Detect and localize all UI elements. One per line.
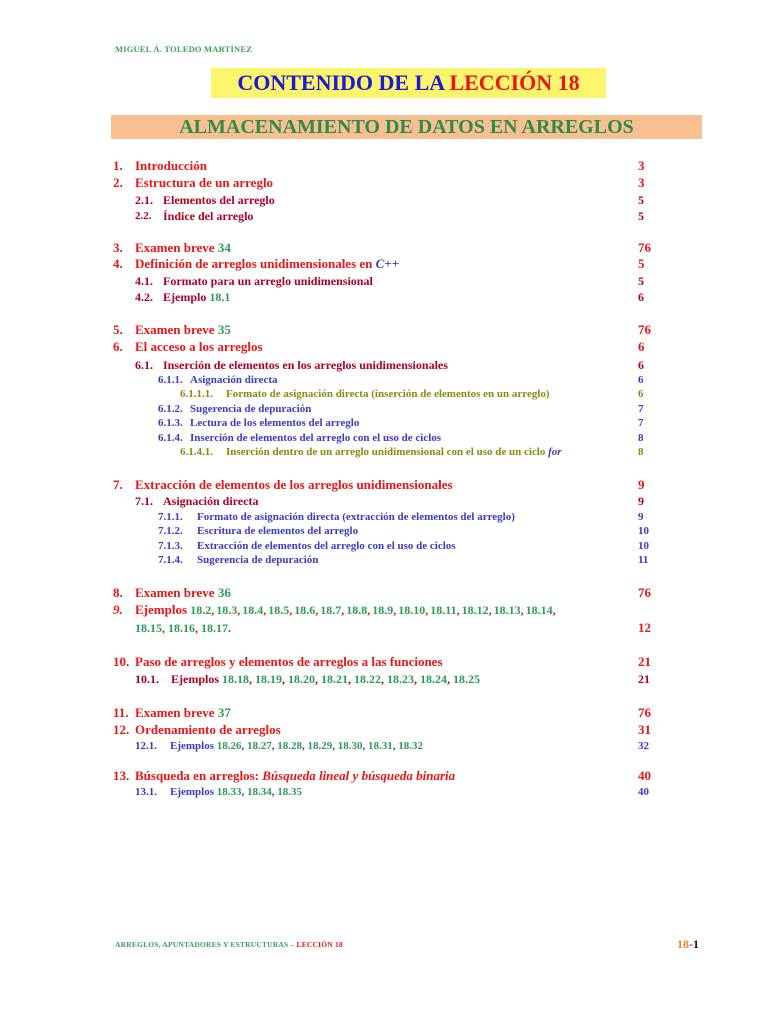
toc-text: Introducción xyxy=(135,158,207,173)
example-ref: 18.7 xyxy=(320,603,342,617)
toc-text: Ejemplos xyxy=(170,740,217,752)
example-ref: 18.4 xyxy=(242,603,264,617)
toc-entry xyxy=(0,322,768,338)
toc-entry xyxy=(0,240,768,256)
toc-number: 2. xyxy=(113,175,123,190)
toc-page: 76 xyxy=(638,585,651,600)
toc-ref: 35 xyxy=(217,322,231,337)
toc-text: Examen breve xyxy=(135,705,218,720)
toc-page: 3 xyxy=(638,175,645,190)
toc-number: 6.1.2. xyxy=(158,403,183,415)
example-ref: 18.31 xyxy=(368,740,393,752)
toc-text: Asignación directa xyxy=(163,494,259,508)
toc-number: 7.1.4. xyxy=(158,554,183,566)
page-lesson: 18 xyxy=(677,937,689,951)
toc-page: 11 xyxy=(638,554,649,566)
toc-page: 7 xyxy=(638,403,644,415)
example-ref: 18.9 xyxy=(372,603,394,617)
toc-entry xyxy=(0,289,768,305)
toc-number: 2.2. xyxy=(135,210,152,222)
toc-page: 3 xyxy=(638,158,645,173)
toc-text: Ejemplo xyxy=(163,290,210,304)
toc-ref: Búsqueda lineal y búsqueda binaria xyxy=(262,768,456,783)
toc-page: 6 xyxy=(638,374,644,386)
toc-entry xyxy=(0,722,768,738)
toc-number: 7.1. xyxy=(135,494,153,508)
toc-page: 7 xyxy=(638,417,644,429)
example-ref: 18.22 xyxy=(354,672,381,686)
toc-page: 5 xyxy=(638,193,644,207)
example-ref: 18.8 xyxy=(346,603,368,617)
toc-entry xyxy=(0,493,768,509)
toc-number: 5. xyxy=(113,322,123,337)
footer-text: ARREGLOS, APUNTADORES Y ESTRUCTURAS – xyxy=(115,940,297,949)
toc-ref: C++ xyxy=(375,256,400,271)
toc-text: Ejemplos xyxy=(171,672,222,686)
footer-lesson: LECCIÓN 18 xyxy=(296,940,343,949)
toc-ref: 18.1 xyxy=(209,290,231,304)
toc-number: 4.1. xyxy=(135,274,153,288)
example-ref: 18.23 xyxy=(387,672,414,686)
example-ref: 18.2 xyxy=(190,603,212,617)
example-ref: 18.3 xyxy=(216,603,238,617)
footer xyxy=(115,940,343,949)
toc-number: 7.1.2. xyxy=(158,525,183,537)
toc-page: 5 xyxy=(638,256,645,271)
toc-entry xyxy=(0,705,768,721)
toc-page: 8 xyxy=(638,446,644,458)
example-ref: 18.18 xyxy=(222,672,249,686)
toc-text: Ejemplos xyxy=(135,602,191,617)
page-index: 1 xyxy=(693,937,699,951)
example-ref: 18.29 xyxy=(307,740,333,752)
toc-number: 1. xyxy=(113,158,123,173)
toc-text: Examen breve xyxy=(135,240,218,255)
example-ref: 18.17 xyxy=(201,621,228,635)
example-ref: 18.26 xyxy=(216,740,242,752)
toc-entry: 12.1. Ejemplos 18.26, 18.27, 18.28, 18.29, 18.30, 18.31, 18.32 32 xyxy=(135,740,649,752)
toc-text: Paso de arreglos y elementos de arreglos a las funciones xyxy=(135,654,443,669)
toc-entry: 10.1. Ejemplos 18.18, 18.19, 18.20, 18.21, 18.22, 18.23, 18.24, 18.25 21 xyxy=(135,672,650,686)
toc-number: 12. xyxy=(113,722,130,737)
toc-text: Lectura de los elementos del arreglo xyxy=(190,417,360,429)
example-ref: 18.15 xyxy=(135,621,162,635)
toc-entry-continuation: 18.15, 18.16, 18.17. 12 xyxy=(135,620,651,635)
toc-ref: for xyxy=(548,446,562,458)
toc-number: 9. xyxy=(113,602,123,617)
toc-number: 6. xyxy=(113,339,123,354)
toc-page: 8 xyxy=(638,432,644,444)
example-ref: 18.33 xyxy=(216,786,242,798)
toc-text: Examen breve xyxy=(135,322,218,337)
example-ref: 18.34 xyxy=(247,786,272,798)
toc-text: Formato para un arreglo unidimensional xyxy=(163,274,373,288)
toc-page: 12 xyxy=(638,620,651,635)
toc-entry xyxy=(0,273,768,289)
toc-entry xyxy=(0,192,768,208)
toc-entry xyxy=(0,523,768,539)
toc-page: 9 xyxy=(638,494,644,508)
toc-text: Inserción de elementos del arreglo con el uso de ciclos xyxy=(190,432,442,444)
example-ref: 18.27 xyxy=(247,740,272,752)
toc-entry xyxy=(0,477,768,493)
toc-text: Definición de arreglos unidimensionales en xyxy=(135,256,376,271)
example-ref: 18.28 xyxy=(277,740,302,752)
toc-text: Asignación directa xyxy=(190,374,278,386)
toc-page: 21 xyxy=(638,672,650,686)
toc-text: Formato de asignación directa (inserción de elementos en un arreglo) xyxy=(226,388,550,400)
toc-page: 6 xyxy=(638,290,644,304)
toc-number: 6.1.1.1. xyxy=(180,388,213,400)
example-ref: 18.21 xyxy=(321,672,348,686)
toc-number: 6.1. xyxy=(135,358,153,372)
toc-entry xyxy=(0,357,768,373)
toc-page: 32 xyxy=(638,740,649,752)
page-separator: - xyxy=(689,937,693,951)
example-ref: 18.13 xyxy=(493,603,521,617)
toc-number: 11. xyxy=(113,705,129,720)
toc-page: 31 xyxy=(638,722,651,737)
toc-entry xyxy=(0,386,768,402)
toc-number: 4. xyxy=(113,256,123,271)
toc-number: 6.1.1. xyxy=(158,374,183,386)
example-ref: 18.32 xyxy=(398,740,423,752)
toc-number: 7.1.1. xyxy=(158,511,183,523)
toc-number: 3. xyxy=(113,240,123,255)
toc-text: Elementos del arreglo xyxy=(163,193,275,207)
toc-entry xyxy=(0,256,768,272)
toc-number: 10.1. xyxy=(135,672,159,686)
toc-text: El acceso a los arreglos xyxy=(135,339,263,354)
toc-entry xyxy=(0,444,768,460)
toc-page: 10 xyxy=(638,540,649,552)
example-ref: 18.5 xyxy=(268,603,290,617)
toc-number: 10. xyxy=(113,654,130,669)
toc-number: 6.1.3. xyxy=(158,417,183,429)
example-ref: 18.20 xyxy=(288,672,315,686)
toc-text: Inserción de elementos en los arreglos unidimensionales xyxy=(163,358,448,372)
toc-text: Índice del arreglo xyxy=(163,209,254,223)
toc-number: 13.1. xyxy=(135,786,157,798)
toc-text: Escritura de elementos del arreglo xyxy=(197,525,359,537)
toc-page: 76 xyxy=(638,240,651,255)
toc-entry xyxy=(0,339,768,355)
toc-text: Extracción de elementos del arreglo con el uso de ciclos xyxy=(197,540,456,552)
toc-number: 2.1. xyxy=(135,193,153,207)
toc-number: 7. xyxy=(113,477,123,492)
page-number xyxy=(677,937,699,952)
example-ref: 18.25 xyxy=(453,672,480,686)
toc-number: 8. xyxy=(113,585,123,600)
title-prefix: CONTENIDO DE LA xyxy=(237,70,450,95)
toc-entry xyxy=(0,768,768,784)
toc-page: 40 xyxy=(638,786,649,798)
toc-entry xyxy=(0,552,768,568)
toc-page: 6 xyxy=(638,388,644,400)
example-ref: 18.6 xyxy=(294,603,316,617)
toc-ref: 34 xyxy=(217,240,231,255)
toc-entry xyxy=(0,175,768,191)
toc-page: 76 xyxy=(638,322,651,337)
example-ref: 18.16 xyxy=(168,621,195,635)
example-ref: 18.14 xyxy=(525,603,553,617)
toc-text: Sugerencia de depuración xyxy=(190,403,312,415)
toc-text: Sugerencia de depuración xyxy=(197,554,319,566)
toc-page: 6 xyxy=(638,339,645,354)
toc-text: Formato de asignación directa (extracción de elementos del arreglo) xyxy=(197,511,515,523)
example-ref: 18.10 xyxy=(398,603,426,617)
toc-entry xyxy=(0,158,768,174)
toc-entry xyxy=(0,208,768,224)
toc-page: 9 xyxy=(638,511,644,523)
toc-text: Inserción dentro de un arreglo unidimensional con el uso de un ciclo xyxy=(226,446,549,458)
toc-page: 76 xyxy=(638,705,651,720)
toc-number: 6.1.4. xyxy=(158,432,183,444)
toc-page: 10 xyxy=(638,525,649,537)
toc-entry xyxy=(0,654,768,670)
toc-number: 7.1.3. xyxy=(158,540,183,552)
toc-number: 13. xyxy=(113,768,130,783)
toc-text: Extracción de elementos de los arreglos unidimensionales xyxy=(135,477,453,492)
example-ref: 18.30 xyxy=(337,740,363,752)
toc-page: 6 xyxy=(638,358,644,372)
example-ref: 18.19 xyxy=(255,672,282,686)
toc-entry xyxy=(0,585,768,601)
toc-entry: 13.1. Ejemplos 18.33, 18.34, 18.35 40 xyxy=(135,786,649,798)
toc-text: Búsqueda en arreglos: xyxy=(135,768,263,783)
toc-ref: 36 xyxy=(217,585,231,600)
example-ref: 18.11 xyxy=(430,603,457,617)
toc-page: 40 xyxy=(638,768,651,783)
example-ref: 18.35 xyxy=(277,786,302,798)
lesson-title xyxy=(211,68,606,98)
example-ref: 18.12 xyxy=(461,603,489,617)
toc-page: 21 xyxy=(638,654,651,669)
toc-entry xyxy=(0,415,768,431)
example-ref: 18.24 xyxy=(420,672,447,686)
toc-text: Examen breve xyxy=(135,585,218,600)
toc-entry: 9. Ejemplos 18.2, 18.3, 18.4, 18.5, 18.6, 18.7, 18.8, 18.9, 18.10, 18.11, 18.12, 18.13, 18.14, xyxy=(113,602,556,617)
toc-number: 6.1.4.1. xyxy=(180,446,213,458)
toc-text: Estructura de un arreglo xyxy=(135,175,274,190)
toc-ref: 37 xyxy=(217,705,231,720)
toc-number: 12.1. xyxy=(135,740,157,752)
toc-page: 9 xyxy=(638,477,645,492)
author-header: MIGUEL Á. TOLEDO MARTÍNEZ xyxy=(115,44,253,54)
title-lesson: LECCIÓN 18 xyxy=(449,70,580,95)
toc-text: Ordenamiento de arreglos xyxy=(135,722,281,737)
lesson-subtitle: ALMACENAMIENTO DE DATOS EN ARREGLOS xyxy=(111,115,702,139)
toc-text: Ejemplos xyxy=(170,786,217,798)
toc-page: 5 xyxy=(638,274,644,288)
toc-number: 4.2. xyxy=(135,290,153,304)
toc-page: 5 xyxy=(638,209,644,223)
